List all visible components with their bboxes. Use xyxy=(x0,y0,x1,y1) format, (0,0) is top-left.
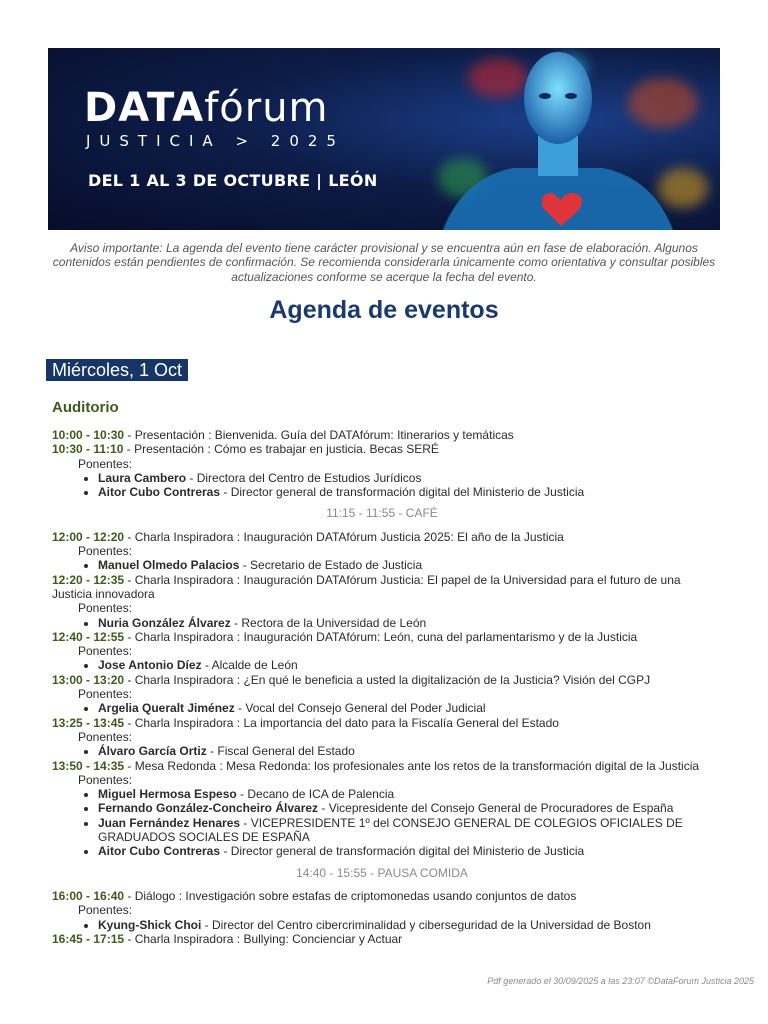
session-line: 16:45 - 17:15 - Charla Inspiradora : Bullying: Concienciar y Actuar xyxy=(52,931,403,946)
speaker-role: Rectora de la Universidad de León xyxy=(241,615,427,630)
session-item xyxy=(52,759,712,859)
session-item xyxy=(52,716,712,759)
speaker-list xyxy=(52,471,712,500)
speaker-item: • Aitor Cubo Contreras - Director general de transformación digital del Ministerio de Justicia xyxy=(98,844,712,858)
session-title: Charla Inspiradora : Bullying: Concienciar y Actuar xyxy=(134,931,403,946)
speaker-name: Kyung-Shick Choi xyxy=(98,917,202,932)
session-item xyxy=(52,673,712,716)
session-line: 12:20 - 12:35 - Charla Inspiradora : Inauguración DATAfórum Justicia: El papel de la Universidad para el futuro de una Justicia innovadora xyxy=(52,572,681,601)
speakers-label: Ponentes: xyxy=(78,772,133,787)
speaker-list xyxy=(52,701,712,715)
speaker-item: • Kyung-Shick Choi - Director del Centro cibercriminalidad y ciberseguridad de la Universidad de Boston xyxy=(98,918,712,932)
speaker-role: Vocal del Consejo General del Poder Judicial xyxy=(245,701,486,716)
speaker-role: Decano de ICA de Palencia xyxy=(247,787,395,802)
session-line: 10:30 - 11:10 - Presentación : Cómo es trabajar en justicia. Becas SERÉ xyxy=(52,442,439,457)
speaker-list xyxy=(52,558,712,572)
speaker-role: Director general de transformación digital del Ministerio de Justicia xyxy=(230,844,585,859)
session-item xyxy=(52,530,712,573)
session-title: Charla Inspiradora : Inauguración DATAfórum Justicia: El papel de la Universidad para el futuro de una Justicia innovadora xyxy=(52,572,681,601)
session-line: 12:00 - 12:20 - Charla Inspiradora : Inauguración DATAfórum Justicia 2025: El año de la Justicia xyxy=(52,529,564,544)
speaker-list xyxy=(52,616,712,630)
session-line: 16:00 - 16:40 - Diálogo : Investigación sobre estafas de criptomonedas usando conjuntos de datos xyxy=(52,888,577,903)
speaker-item: • Miguel Hermosa Espeso - Decano de ICA de Palencia xyxy=(98,787,712,801)
session-title: Charla Inspiradora : Inauguración DATAfórum Justicia 2025: El año de la Justicia xyxy=(134,529,564,544)
day-header: Miércoles, 1 Oct xyxy=(46,359,188,381)
brand-subtitle: JUSTICIA > 2025 xyxy=(86,132,345,150)
speaker-role: Alcalde de León xyxy=(211,658,298,673)
session-item xyxy=(52,889,712,932)
speaker-name: Jose Antonio Díez xyxy=(98,658,202,673)
session-item xyxy=(52,630,712,673)
speaker-name: Nuria González Álvarez xyxy=(98,615,231,630)
session-time: 13:25 - 13:45 xyxy=(52,715,125,730)
speaker-role: VICEPRESIDENTE 1º del CONSEJO GENERAL DE COLEGIOS OFICIALES DE GRADUADOS SOCIALES DE ESPAÑA xyxy=(98,815,683,845)
break-slot: 14:40 - 15:55 - PAUSA COMIDA xyxy=(296,865,468,880)
session-item xyxy=(52,573,712,630)
session-title: Presentación : Cómo es trabajar en justicia. Becas SERÉ xyxy=(134,442,439,457)
break-slot: 11:15 - 11:55 - CAFÉ xyxy=(326,506,438,521)
speakers-label: Ponentes: xyxy=(78,456,133,471)
session-item xyxy=(52,932,712,946)
session-time: 16:45 - 17:15 xyxy=(52,931,125,946)
speakers-label: Ponentes: xyxy=(78,644,133,659)
speaker-list xyxy=(52,658,712,672)
speaker-role: Vicepresidente del Consejo General de Procuradores de España xyxy=(328,801,674,816)
speaker-item: • Álvaro García Ortiz - Fiscal General del Estado xyxy=(98,744,712,758)
speaker-role: Director general de transformación digital del Ministerio de Justicia xyxy=(230,485,585,500)
session-time: 12:40 - 12:55 xyxy=(52,629,125,644)
speaker-name: Manuel Olmedo Palacios xyxy=(98,558,240,573)
speakers-label: Ponentes: xyxy=(78,729,133,744)
speaker-name: Miguel Hermosa Espeso xyxy=(98,787,237,802)
speakers-label: Ponentes: xyxy=(78,601,133,616)
session-time: 13:00 - 13:20 xyxy=(52,672,125,687)
session-line: 10:00 - 10:30 - Presentación : Bienvenida. Guía del DATAfórum: Itinerarios y temáticas xyxy=(52,428,514,442)
speaker-item: • Juan Fernández Henares - VICEPRESIDENTE 1º del CONSEJO GENERAL DE COLEGIOS OFICIALES DE GRADUADOS SOCIALES DE ESPAÑA xyxy=(98,816,712,845)
page-title: Agenda de eventos xyxy=(269,296,499,324)
provisional-notice: Aviso importante: La agenda del evento tiene carácter provisional y se encuentra aún en fase de elaboración. Algunos contenidos están pendientes de confirmación. Se recomienda considerarla únicamente como orientativa y consultar posibles actualizaciones conforme se acerque la fecha del evento. xyxy=(52,241,716,284)
session-title: Charla Inspiradora : La importancia del dato para la Fiscalía General del Estado xyxy=(134,715,559,730)
speaker-role: Directora del Centro de Estudios Jurídicos xyxy=(196,470,422,485)
speaker-role: Fiscal General del Estado xyxy=(217,744,355,759)
room-title: Auditorio xyxy=(52,399,119,416)
event-dates: DEL 1 AL 3 DE OCTUBRE | LEÓN xyxy=(88,171,378,190)
speakers-label: Ponentes: xyxy=(78,903,133,918)
session-line: 12:40 - 12:55 - Charla Inspiradora : Inauguración DATAfórum: León, cuna del parlamentarismo y de la Justicia xyxy=(52,629,638,644)
speaker-name: Fernando González-Concheiro Álvarez xyxy=(98,801,319,816)
agenda-program xyxy=(52,428,712,946)
speaker-name: Aitor Cubo Contreras xyxy=(98,485,221,500)
speaker-role: Secretario de Estado de Justicia xyxy=(250,558,423,573)
session-title: Presentación : Bienvenida. Guía del DATAfórum: Itinerarios y temáticas xyxy=(134,428,514,442)
speaker-name: Álvaro García Ortiz xyxy=(98,744,207,759)
speaker-item: • Aitor Cubo Contreras - Director general de transformación digital del Ministerio de Justicia xyxy=(98,485,712,499)
speaker-item: • Laura Cambero - Directora del Centro de Estudios Jurídicos xyxy=(98,471,712,485)
speaker-item: • Jose Antonio Díez - Alcalde de León xyxy=(98,658,712,672)
event-banner xyxy=(48,48,720,230)
speaker-role: Director del Centro cibercriminalidad y ciberseguridad de la Universidad de Boston xyxy=(212,917,651,932)
session-item xyxy=(52,442,712,499)
speakers-label: Ponentes: xyxy=(78,687,133,702)
session-time: 10:00 - 10:30 xyxy=(52,428,125,442)
session-line: 13:50 - 14:35 - Mesa Redonda : Mesa Redonda: los profesionales ante los retos de la transformación digital de la Justicia xyxy=(52,758,700,773)
session-line: 13:25 - 13:45 - Charla Inspiradora : La importancia del dato para la Fiscalía General del Estado xyxy=(52,715,559,730)
speaker-list xyxy=(52,744,712,758)
session-time: 16:00 - 16:40 xyxy=(52,888,125,903)
session-time: 10:30 - 11:10 xyxy=(52,442,124,457)
session-time: 12:20 - 12:35 xyxy=(52,572,125,587)
session-title: Mesa Redonda : Mesa Redonda: los profesionales ante los retos de la transformación digital de la Justicia xyxy=(134,758,700,773)
speaker-list xyxy=(52,918,712,932)
speaker-name: Juan Fernández Henares xyxy=(98,815,241,830)
speaker-item: • Nuria González Álvarez - Rectora de la Universidad de León xyxy=(98,616,712,630)
session-line: 13:00 - 13:20 - Charla Inspiradora : ¿En qué le beneficia a usted la digitalización de la Justicia? Visión del CGPJ xyxy=(52,672,651,687)
speaker-name: Aitor Cubo Contreras xyxy=(98,844,221,859)
session-item xyxy=(52,428,712,442)
session-title: Charla Inspiradora : Inauguración DATAfórum: León, cuna del parlamentarismo y de la Justicia xyxy=(134,629,638,644)
brand-logo: DATAfórum xyxy=(84,85,329,131)
session-title: Diálogo : Investigación sobre estafas de criptomonedas usando conjuntos de datos xyxy=(134,888,577,903)
speaker-name: Argelia Queralt Jiménez xyxy=(98,701,235,716)
robot-figure-illustration xyxy=(403,48,720,230)
speaker-list xyxy=(52,787,712,858)
session-title: Charla Inspiradora : ¿En qué le beneficia a usted la digitalización de la Justicia? Visión del CGPJ xyxy=(134,672,651,687)
footer-note: Pdf generado el 30/09/2025 a las 23:07 ©DataForum Justicia 2025 xyxy=(487,976,754,986)
speaker-item: • Manuel Olmedo Palacios - Secretario de Estado de Justicia xyxy=(98,558,712,572)
speaker-item: • Argelia Queralt Jiménez - Vocal del Consejo General del Poder Judicial xyxy=(98,701,712,715)
speaker-name: Laura Cambero xyxy=(98,470,187,485)
session-time: 13:50 - 14:35 xyxy=(52,758,125,773)
speakers-label: Ponentes: xyxy=(78,544,133,559)
session-time: 12:00 - 12:20 xyxy=(52,529,125,544)
speaker-item: • Fernando González-Concheiro Álvarez - Vicepresidente del Consejo General de Procuradores de España xyxy=(98,801,712,815)
